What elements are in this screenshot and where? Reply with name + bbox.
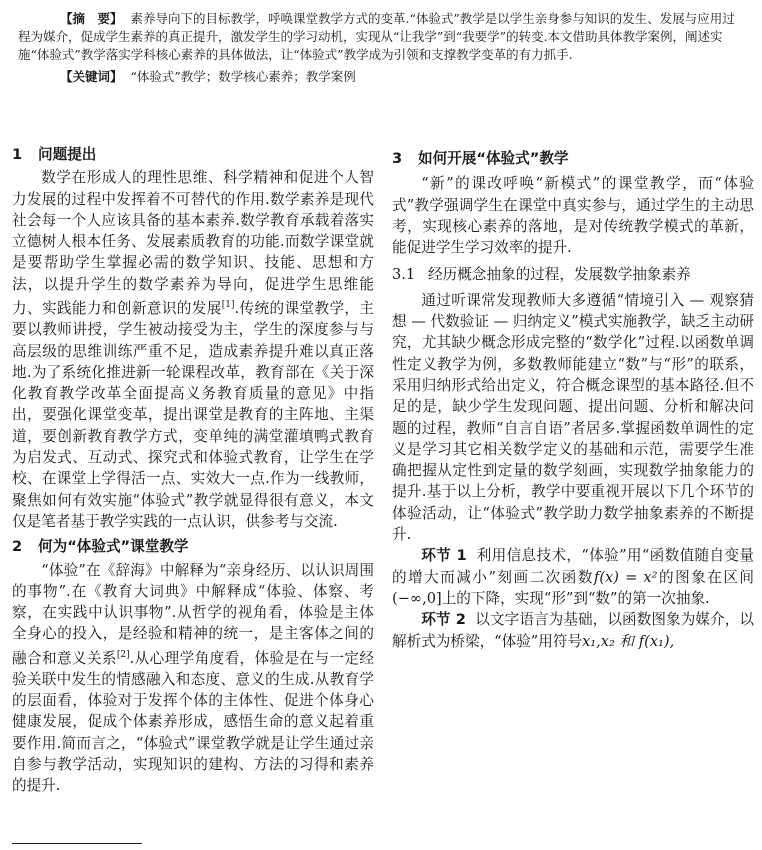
link-1-text-b: 的图象在区间(−∞,0]上的下降，实现“形”到“数”的第一次抽象. bbox=[392, 568, 754, 607]
section-2-heading bbox=[12, 536, 374, 557]
section-2-text-a: “体验”在《辞海》中解释为“亲身经历、以认识周围的事物”.在《教育大词典》中解释成“体验、体察、考察，在实践中认识事物”.从哲学的视角看，体验是主体全身心的投入，是经验和精神的统一，是主客体之间的融合和意义关系 bbox=[12, 561, 374, 667]
abstract bbox=[18, 10, 746, 86]
footnote-rule bbox=[12, 843, 142, 844]
keywords-text: “体验式”教学；数学核心素养；教学案例 bbox=[130, 69, 356, 84]
abstract-text: 素养导向下的目标教学，呼唤课堂教学方式的变革.“体验式”教学是以学生亲身参与知识的发生、发展与应用过程为媒介，促成学生素养的真正提升，激发学生的学习动机，实现从“让我学”到“我要学”的转变.本文借助具体教学案例，阐述实施“体验式”教学落实学科核心素养的具体做法，让“体验式”教学成为引领和支撑教学变革的有力抓手. bbox=[18, 11, 735, 62]
section-1-body bbox=[12, 167, 374, 532]
section-3-1-number: 3.1 bbox=[392, 266, 416, 284]
section-3-title: 如何开展“体验式”教学 bbox=[418, 150, 569, 167]
citation-2: [2] bbox=[116, 649, 130, 660]
abstract-label: 【摘 要】 bbox=[60, 11, 123, 26]
section-3-1-body: 通过听课常发现教师大多遵循“情境引入 — 观察猜想 — 代数验证 — 归纳定义”模式实施教学，缺乏主动研究，尤其缺少概念形成完整的“数学化”过程.以函数单调性定义教学为例，多数教师能建立“数”与“形”的联系，采用归纳形式给出定义，符合概念课型的基本路径.但不足的是，缺少学生发现问题、提出问题、分析和解决问题的过程，教师“自言自语”者居多.掌握函数单调性的定义是学习其它相关数学定义的基础和示范，需要学生准确把握从定性到定量的数学刻画，实现数学抽象能力的提升.基于以上分析，教学中要重视开展以下几个环节的体验活动，让“体验式”教学助力数学抽象素养的不断提升. bbox=[392, 291, 754, 544]
section-1-text-b: .传统的课堂教学，主要以教师讲授，学生被动接受为主，学生的深度参与与高层级的思维训练严重不足，造成素养提升难以真正落地.为了系统化推进新一轮课程改革，教育部在《关于深化教育教学改革全面提高义务教育质量的意见》中指出，要强化课堂变革，提出课堂是教育的主阵地、主渠道，要创新教育教学方式，变单纯的满堂灌填鸭式教育为启发式、互动式、探究式和体验式教育，让学生在学校、在课堂上学得活一点、实效大一点.作为一线教师，聚焦如何有效实施“体验式”教学就显得很有意义，本文仅是笔者基于教学实践的一点认识，供参考与交流. bbox=[12, 299, 374, 530]
section-2-title: 何为“体验式”课堂教学 bbox=[38, 538, 189, 556]
left-column bbox=[12, 140, 374, 797]
link-1-label: 环节 1 bbox=[421, 547, 467, 565]
section-2-number: 2 bbox=[12, 538, 23, 556]
section-2-body bbox=[12, 560, 374, 797]
section-1-number: 1 bbox=[12, 146, 23, 163]
link-2-paragraph bbox=[392, 609, 754, 652]
formula-fx: f(x) = x² bbox=[593, 568, 658, 586]
section-3-body: “新”的课改呼唤“新模式”的课堂教学，而“体验式”教学强调学生在课堂中真实参与，通过学生的主动思考，实现核心素养的落地，是对传统教学模式的革新，能促进学生学习效率的提升. bbox=[392, 175, 754, 257]
abstract-paragraph bbox=[18, 10, 746, 64]
section-1-text-a: 数学在形成人的理性思维、科学精神和促进个人智力发展的过程中发挥着不可替代的作用.数学素养是现代社会每一个人应该具备的基本素养.数学教育承载着落实立德树人根本任务、发展素质教育的功能.而数学课堂就是要帮助学生掌握必需的数学知识、技能、思想和方法，以提升学生的数学素养为导向，促进学生思维能力、实践能力和创新意识的发展 bbox=[12, 169, 374, 317]
right-column bbox=[392, 140, 754, 652]
section-1-title: 问题提出 bbox=[38, 146, 97, 163]
keywords-label: 【关键词】 bbox=[60, 69, 123, 84]
section-3-heading bbox=[392, 148, 754, 169]
section-3-number: 3 bbox=[392, 150, 403, 167]
link-1-paragraph bbox=[392, 545, 754, 609]
section-1-heading bbox=[12, 144, 374, 165]
link-2-text: 以文字语言为基础，以函数图象为媒介，以解析式为桥梁，“体验”用符号 bbox=[392, 611, 754, 650]
link-2-label: 环节 2 bbox=[421, 611, 466, 629]
symbols-x1-x2: x₁,x₂ 和 f(x₁), bbox=[582, 632, 675, 650]
keywords bbox=[18, 68, 746, 86]
section-3-1-title: 经历概念抽象的过程，发展数学抽象素养 bbox=[428, 266, 691, 284]
section-2-text-b: .从心理学角度看，体验是在与一定经验关联中发生的情感融入和态度、意义的生成.从教育学的层面看，体验对于发挥个体的主体性、促进个体身心健康发展，促成个体素养形成，感悟生命的意义起着重要作用.简而言之，“体验式”课堂教学就是让学生通过亲自参与教学活动，实现知识的建构、方法的习得和素养的提升. bbox=[12, 649, 374, 795]
section-3-1-heading bbox=[392, 264, 754, 285]
link-1-text-a: 利用信息技术，“体验”用“函数值随自变量的增大而减小”刻画二次函数 bbox=[392, 547, 754, 586]
citation-1: [1] bbox=[221, 300, 235, 311]
